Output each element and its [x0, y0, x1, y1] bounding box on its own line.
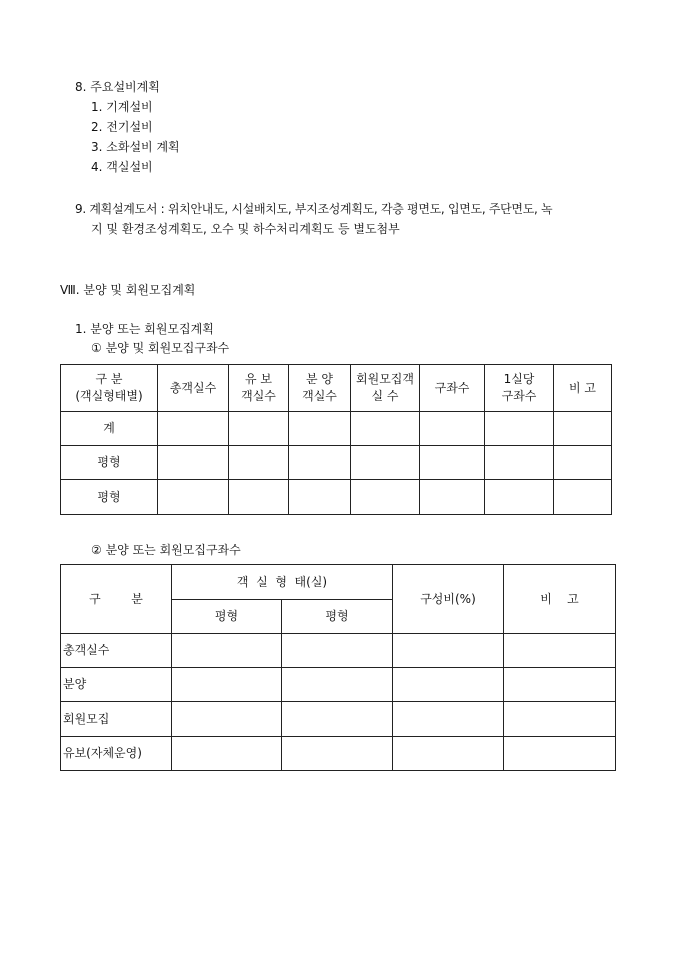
header-member-rooms: 회원모집객 실 수 — [351, 365, 420, 412]
row-label: 총객실수 — [61, 634, 172, 668]
room-type-table — [60, 564, 616, 771]
subsection-title: 1. 분양 또는 회원모집계획 — [75, 322, 214, 336]
section-8-title: 8. 주요설비계획 — [75, 80, 160, 94]
section-8-item: 1. 기계설비 — [91, 100, 153, 114]
header-room-type: 객 실 형 태(실) — [172, 565, 393, 600]
section-9-line2: 지 및 환경조성계획도, 오수 및 하수처리계획도 등 별도첨부 — [91, 222, 400, 236]
table-row — [61, 480, 612, 515]
chapter-title: Ⅷ. 분양 및 회원모집계획 — [60, 283, 196, 297]
table-row — [61, 737, 616, 771]
header-ratio: 구성비(%) — [393, 565, 504, 634]
header-total-rooms: 총객실수 — [158, 365, 229, 412]
table1-title: ① 분양 및 회원모집구좌수 — [91, 341, 230, 355]
row-label: 평형 — [61, 446, 158, 480]
section-8-item: 3. 소화설비 계획 — [91, 140, 180, 154]
header-note: 비 고 — [554, 365, 612, 412]
table-header-row — [61, 565, 616, 600]
row-label: 계 — [61, 412, 158, 446]
section-9-line1: 9. 계획설계도서 : 위치안내도, 시설배치도, 부지조성계획도, 각층 평면도, 입면도, 주단면도, 녹 — [75, 202, 553, 216]
header-pyeong: 평형 — [282, 600, 393, 634]
header-reserved-rooms: 유 보 객실수 — [229, 365, 289, 412]
header-sale-rooms: 분 양 객실수 — [289, 365, 351, 412]
header-note: 비 고 — [504, 565, 616, 634]
table-row — [61, 702, 616, 737]
header-pyeong: 평형 — [172, 600, 282, 634]
table-row — [61, 668, 616, 702]
row-label: 회원모집 — [61, 702, 172, 737]
table-row — [61, 412, 612, 446]
header-category: 구 분 — [61, 565, 172, 634]
header-accounts-per-room: 1실당 구좌수 — [485, 365, 554, 412]
row-label: 유보(자체운영) — [61, 737, 172, 771]
table-row — [61, 634, 616, 668]
header-accounts: 구좌수 — [420, 365, 485, 412]
table2-title: ② 분양 또는 회원모집구좌수 — [91, 543, 241, 557]
table-row — [61, 446, 612, 480]
section-8-item: 4. 객실설비 — [91, 160, 153, 174]
row-label: 분양 — [61, 668, 172, 702]
accounts-table — [60, 364, 612, 515]
table-header-row — [61, 365, 612, 412]
section-8-item: 2. 전기설비 — [91, 120, 153, 134]
header-category: 구 분 (객실형태별) — [61, 365, 158, 412]
row-label: 평형 — [61, 480, 158, 515]
